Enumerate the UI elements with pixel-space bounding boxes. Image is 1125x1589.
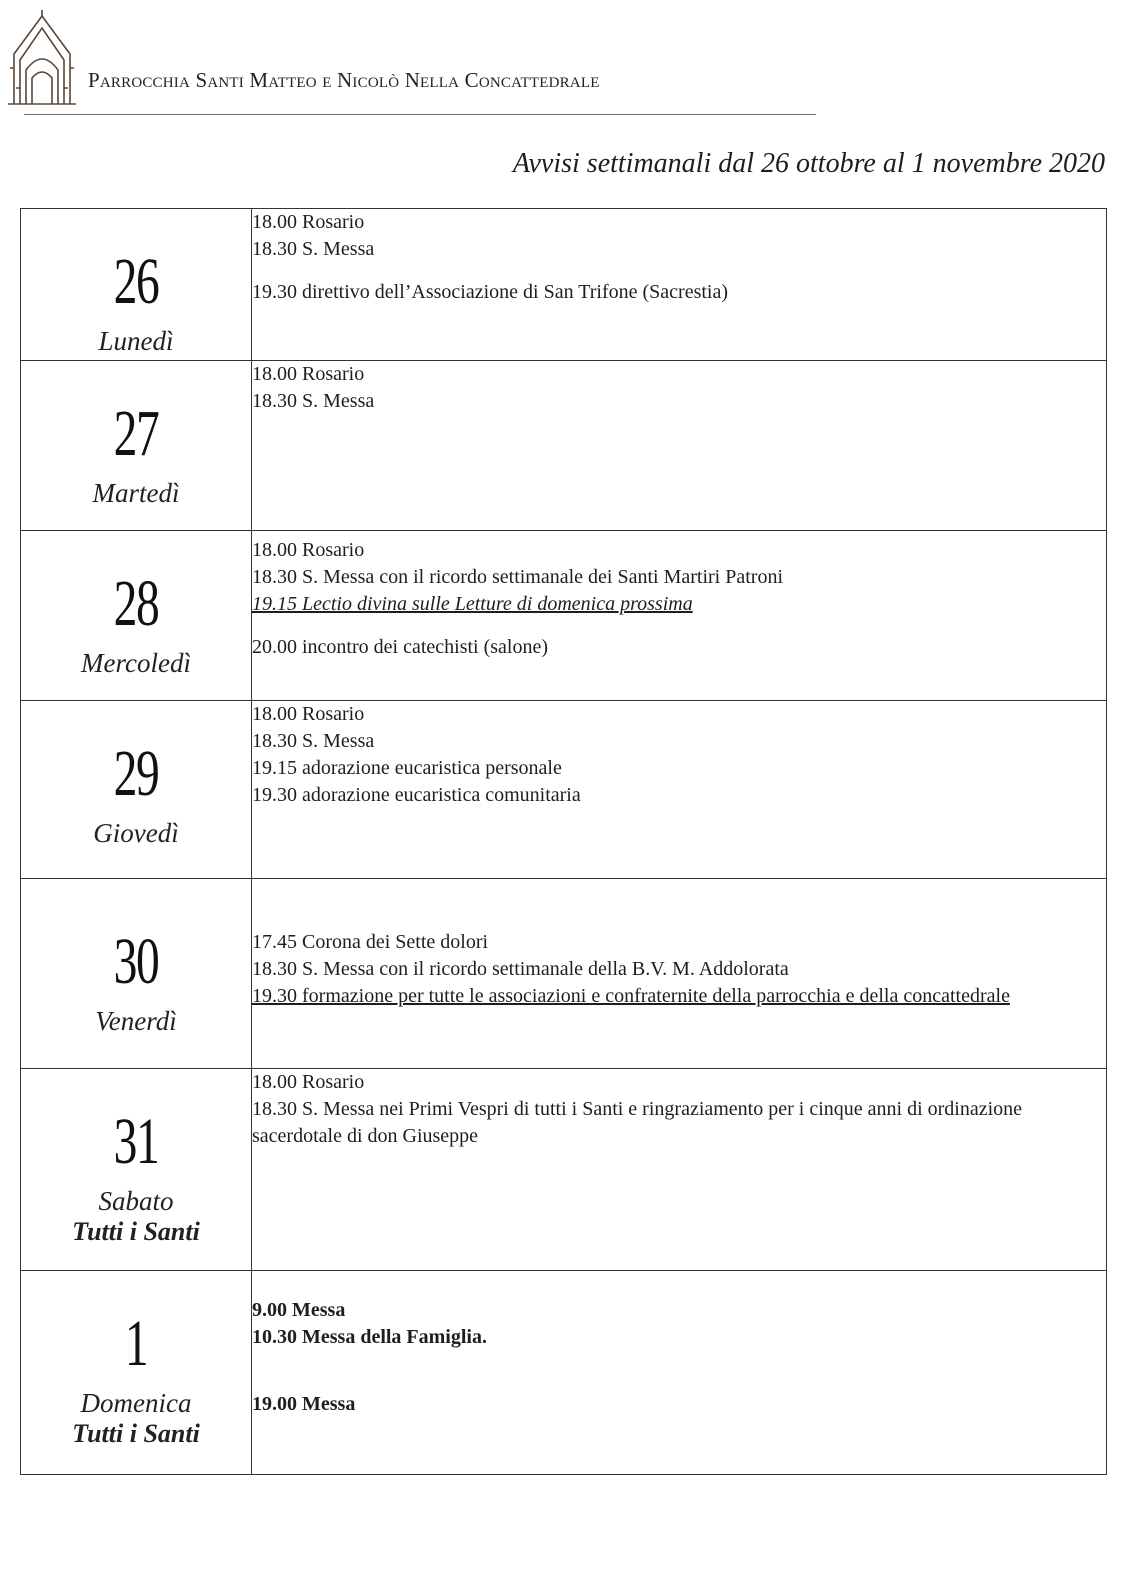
event-item: 19.30 direttivo dell’Associazione di San Trifone (Sacrestia) [252, 281, 729, 303]
day-row [21, 701, 1107, 879]
event-item: 18.00 Rosario [252, 703, 365, 725]
events-cell [252, 361, 1107, 531]
document-header [0, 0, 1125, 179]
event-item: 9.00 Messa [252, 1299, 346, 1321]
event-item: 19.30 adorazione eucaristica comunitaria [252, 784, 581, 806]
parish-name: Parrocchia Santi Matteo e Nicolò Nella Concattedrale [88, 68, 600, 92]
day-name: Venerdì [95, 1006, 177, 1036]
event-item: 18.30 S. Messa [252, 730, 375, 752]
day-number: 28 [113, 567, 159, 640]
event-item: 18.30 S. Messa nei Primi Vespri di tutti i Santi e ringraziamento per i cinque anni di ordinazione sacerdotale di don Giuseppe [252, 1098, 1023, 1147]
day-name: Domenica [80, 1388, 192, 1418]
event-item: 18.30 S. Messa con il ricordo settimanale della B.V. M. Addolorata [252, 958, 789, 980]
feast-label: Tutti i Santi [72, 1217, 200, 1246]
event-item: 18.00 Rosario [252, 1071, 365, 1093]
day-number: 27 [113, 397, 159, 470]
day-row [21, 1271, 1107, 1475]
event-item: 18.30 S. Messa con il ricordo settimanale dei Santi Martiri Patroni [252, 566, 784, 588]
day-name: Lunedì [98, 326, 174, 356]
events-cell [252, 879, 1107, 1069]
header-divider [24, 114, 816, 115]
event-item: 10.30 Messa della Famiglia. [252, 1326, 487, 1348]
day-row [21, 361, 1107, 531]
day-name: Martedì [92, 478, 180, 508]
event-item: 19.30 formazione per tutte le associazioni e confraternite della parrocchia e della concattedrale [252, 985, 1010, 1007]
day-row [21, 531, 1107, 701]
day-cell [21, 209, 252, 361]
event-item: 18.00 Rosario [252, 211, 365, 233]
day-row [21, 1069, 1107, 1271]
day-cell [21, 701, 252, 879]
events-cell [252, 1069, 1107, 1271]
event-item: 18.30 S. Messa [252, 390, 375, 412]
event-item: 19.15 adorazione eucaristica personale [252, 757, 562, 779]
event-item: 20.00 incontro dei catechisti (salone) [252, 636, 549, 658]
day-cell [21, 1069, 252, 1271]
church-logo-icon [6, 8, 78, 106]
day-cell [21, 879, 252, 1069]
day-number: 29 [113, 737, 159, 810]
event-item: 18.00 Rosario [252, 539, 365, 561]
feast-label: Tutti i Santi [72, 1419, 200, 1448]
weekly-schedule-table [20, 208, 1107, 1475]
event-item: 18.00 Rosario [252, 363, 365, 385]
day-number: 1 [124, 1307, 148, 1380]
day-number: 30 [113, 925, 159, 998]
day-cell [21, 361, 252, 531]
day-cell [21, 1271, 252, 1475]
events-cell [252, 209, 1107, 361]
day-row [21, 879, 1107, 1069]
event-item: 17.45 Corona dei Sette dolori [252, 931, 489, 953]
event-item: 19.00 Messa [252, 1393, 356, 1415]
day-number: 26 [113, 245, 159, 318]
events-cell [252, 1271, 1107, 1475]
day-number: 31 [113, 1105, 159, 1178]
day-name: Giovedì [93, 818, 179, 848]
event-item: 18.30 S. Messa [252, 238, 375, 260]
day-name: Mercoledì [81, 648, 191, 678]
events-cell [252, 701, 1107, 879]
events-cell [252, 531, 1107, 701]
day-cell [21, 531, 252, 701]
notice-subtitle: Avvisi settimanali dal 26 ottobre al 1 novembre 2020 [512, 148, 1105, 179]
day-row [21, 209, 1107, 361]
event-item: 19.15 Lectio divina sulle Letture di domenica prossima [252, 593, 693, 615]
day-name: Sabato [98, 1186, 174, 1216]
